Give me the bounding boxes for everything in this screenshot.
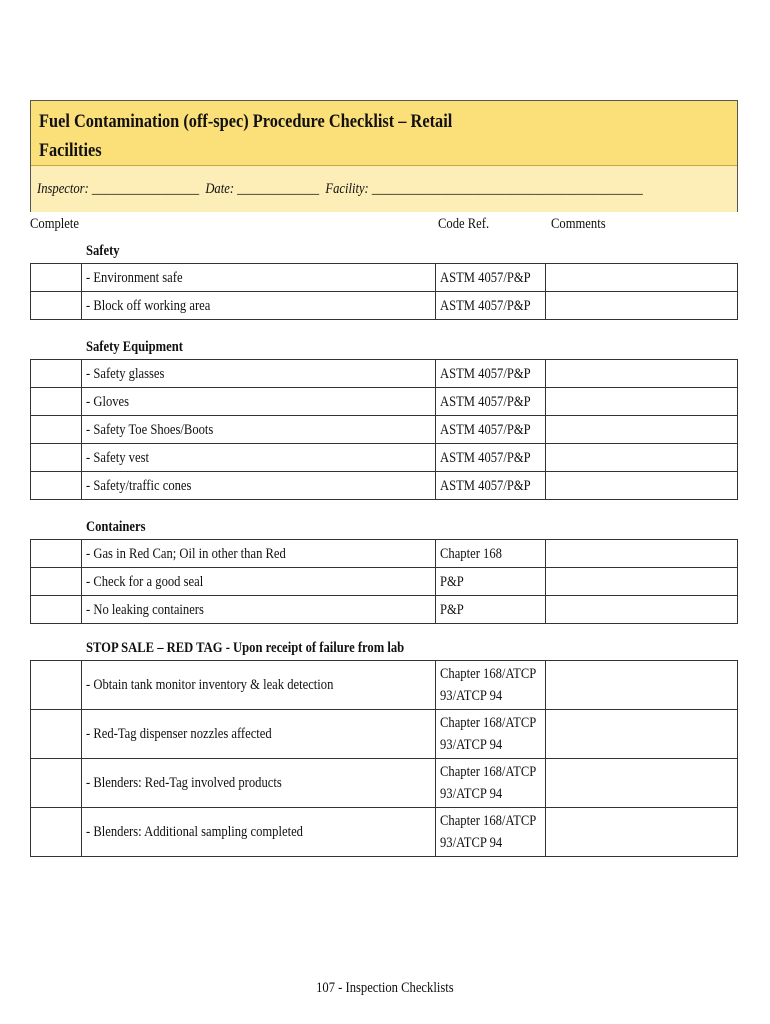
comments-cell[interactable] bbox=[546, 472, 738, 499]
table-row bbox=[30, 264, 738, 292]
complete-cell[interactable] bbox=[30, 388, 82, 415]
page-title bbox=[39, 107, 453, 165]
title-line-2: Facilities bbox=[39, 140, 102, 161]
item-label: - Gas in Red Can; Oil in other than Red bbox=[86, 545, 286, 562]
comments-cell[interactable] bbox=[546, 568, 738, 595]
code-ref: ASTM 4057/P&P bbox=[440, 421, 531, 438]
table-row bbox=[30, 416, 738, 444]
complete-cell[interactable] bbox=[30, 808, 82, 856]
comments-cell[interactable] bbox=[546, 661, 738, 709]
inspector-info-line: Inspector: _________________ Date: _____________ Facility: ___________________________________________ bbox=[37, 181, 643, 197]
footer-text: 107 - Inspection Checklists bbox=[316, 980, 454, 996]
code-ref: ASTM 4057/P&P bbox=[440, 393, 531, 410]
complete-cell[interactable] bbox=[30, 759, 82, 807]
code-ref: P&P bbox=[440, 573, 464, 590]
complete-cell[interactable] bbox=[30, 292, 82, 319]
code-ref: ASTM 4057/P&P bbox=[440, 449, 531, 466]
code-ref: ASTM 4057/P&P bbox=[440, 269, 531, 286]
item-label: - Blenders: Red-Tag involved products bbox=[86, 775, 282, 791]
table-row bbox=[30, 444, 738, 472]
code-ref: Chapter 168/ATCP 93/ATCP 94 bbox=[440, 666, 536, 704]
item-label: - Gloves bbox=[86, 393, 130, 410]
section-table-stop-sale bbox=[30, 660, 738, 857]
page-footer bbox=[0, 980, 770, 997]
inspector-info-row bbox=[31, 165, 737, 212]
table-row bbox=[30, 472, 738, 500]
table-row bbox=[30, 808, 738, 857]
table-row bbox=[30, 759, 738, 808]
table-row bbox=[30, 568, 738, 596]
section-title-stop-sale: STOP SALE – RED TAG - Upon receipt of failure from lab bbox=[86, 640, 405, 656]
complete-cell[interactable] bbox=[30, 444, 82, 471]
table-row bbox=[30, 710, 738, 759]
column-header-complete: Complete bbox=[30, 216, 79, 232]
section-title-containers: Containers bbox=[86, 519, 146, 535]
header-box bbox=[30, 100, 738, 212]
comments-cell[interactable] bbox=[546, 596, 738, 623]
complete-cell[interactable] bbox=[30, 264, 82, 291]
code-ref: P&P bbox=[440, 601, 464, 618]
code-ref: ASTM 4057/P&P bbox=[440, 365, 531, 382]
comments-cell[interactable] bbox=[546, 292, 738, 319]
section-table-safety-equipment bbox=[30, 359, 738, 500]
comments-cell[interactable] bbox=[546, 540, 738, 567]
complete-cell[interactable] bbox=[30, 360, 82, 387]
item-label: - Environment safe bbox=[86, 269, 183, 286]
column-headers bbox=[0, 216, 770, 240]
complete-cell[interactable] bbox=[30, 540, 82, 567]
comments-cell[interactable] bbox=[546, 388, 738, 415]
table-row bbox=[30, 540, 738, 568]
comments-cell[interactable] bbox=[546, 710, 738, 758]
code-ref: ASTM 4057/P&P bbox=[440, 477, 531, 494]
comments-cell[interactable] bbox=[546, 759, 738, 807]
item-label: - Check for a good seal bbox=[86, 573, 204, 590]
comments-cell[interactable] bbox=[546, 444, 738, 471]
item-label: - Safety glasses bbox=[86, 365, 165, 382]
section-title-safety-equipment: Safety Equipment bbox=[86, 339, 183, 355]
code-ref: Chapter 168/ATCP 93/ATCP 94 bbox=[440, 764, 536, 802]
item-label: - No leaking containers bbox=[86, 601, 204, 618]
code-ref: Chapter 168/ATCP 93/ATCP 94 bbox=[440, 813, 536, 851]
item-label: - Red-Tag dispenser nozzles affected bbox=[86, 726, 272, 742]
item-label: - Safety vest bbox=[86, 449, 149, 466]
code-ref: Chapter 168/ATCP 93/ATCP 94 bbox=[440, 715, 536, 753]
code-ref: Chapter 168 bbox=[440, 545, 502, 562]
table-row bbox=[30, 292, 738, 320]
comments-cell[interactable] bbox=[546, 360, 738, 387]
complete-cell[interactable] bbox=[30, 710, 82, 758]
section-table-containers bbox=[30, 539, 738, 624]
item-label: - Safety Toe Shoes/Boots bbox=[86, 421, 214, 438]
complete-cell[interactable] bbox=[30, 568, 82, 595]
complete-cell[interactable] bbox=[30, 661, 82, 709]
table-row bbox=[30, 360, 738, 388]
item-label: - Blenders: Additional sampling completed bbox=[86, 824, 303, 840]
comments-cell[interactable] bbox=[546, 808, 738, 856]
item-label: - Obtain tank monitor inventory & leak detection bbox=[86, 677, 334, 693]
comments-cell[interactable] bbox=[546, 264, 738, 291]
column-header-comments: Comments bbox=[551, 216, 606, 232]
section-title-safety: Safety bbox=[86, 243, 120, 259]
section-table-safety bbox=[30, 263, 738, 320]
complete-cell[interactable] bbox=[30, 472, 82, 499]
complete-cell[interactable] bbox=[30, 416, 82, 443]
item-label: - Safety/traffic cones bbox=[86, 477, 192, 494]
comments-cell[interactable] bbox=[546, 416, 738, 443]
table-row bbox=[30, 388, 738, 416]
complete-cell[interactable] bbox=[30, 596, 82, 623]
item-label: - Block off working area bbox=[86, 297, 211, 314]
code-ref: ASTM 4057/P&P bbox=[440, 297, 531, 314]
column-header-code-ref: Code Ref. bbox=[438, 216, 490, 232]
title-line-1: Fuel Contamination (off-spec) Procedure Checklist – Retail bbox=[39, 111, 453, 132]
table-row bbox=[30, 661, 738, 710]
table-row bbox=[30, 596, 738, 624]
